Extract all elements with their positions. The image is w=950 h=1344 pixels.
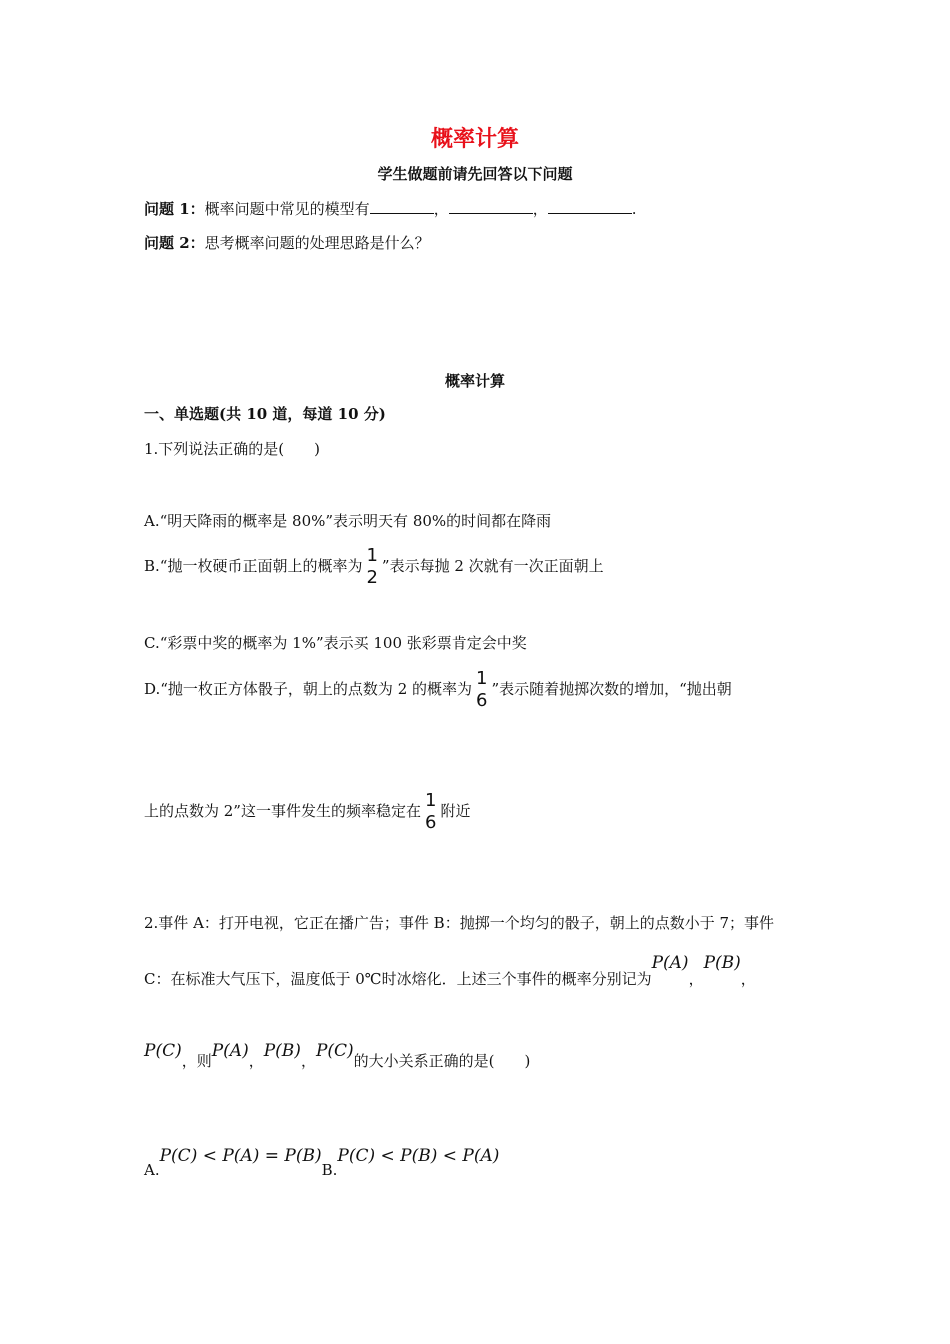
problem-1-option-d-cont [144, 790, 470, 834]
numerator: 1 [424, 790, 437, 811]
prob-b: P(B) [703, 953, 741, 973]
prob-c: P(C) [144, 1041, 182, 1061]
problem-2-line-3 [144, 1041, 531, 1071]
prob-a: P(A) [211, 1041, 249, 1061]
section-title: 概率计算 [444, 372, 505, 390]
problem-2-text: C：在标准大气压下，温度低于 0℃时冰熔化．上述三个事件的概率分别记为 [144, 970, 652, 988]
question-2-label: 问题 2： [144, 234, 205, 252]
denominator: 6 [424, 812, 437, 833]
question-2 [144, 232, 430, 253]
option-a-expression: P(C) < P(A) = P(B) [159, 1146, 322, 1166]
comma: ， [688, 970, 704, 988]
blank-1 [370, 199, 434, 214]
comma: ， [248, 1052, 264, 1070]
problem-1-option-d [144, 668, 732, 712]
section-heading: 一、单选题(共 10 道，每道 10 分) [144, 405, 386, 423]
question-2-text: 思考概率问题的处理思路是什么？ [204, 234, 430, 252]
option-d-cont-text: 上的点数为 2”这一事件发生的频率稳定在 [144, 802, 421, 820]
fraction-one-half [366, 545, 377, 589]
prob-c: P(C) [315, 1041, 354, 1061]
question-1 [144, 198, 637, 219]
separator: ， [433, 200, 449, 218]
blank-2 [449, 199, 533, 214]
comma: ， [300, 1052, 316, 1070]
period: . [631, 200, 637, 218]
denominator: 6 [476, 690, 488, 711]
denominator: 2 [366, 567, 378, 588]
separator: ， [532, 200, 548, 218]
problem-2-options [144, 1146, 500, 1179]
numerator: 1 [366, 545, 378, 566]
then-text: ，则 [181, 1052, 212, 1070]
page-subtitle: 学生做题前请先回答以下问题 [377, 165, 573, 183]
problem-1-stem: 1.下列说法正确的是( ) [144, 440, 321, 458]
fraction-one-sixth [476, 668, 487, 712]
option-d-text: D.“抛一枚正方体骰子，朝上的点数为 2 的概率为 [144, 680, 473, 698]
option-b-text-end: ”表示每抛 2 次就有一次正面朝上 [381, 557, 604, 575]
comma: ， [740, 970, 756, 988]
problem-2-line-2 [144, 953, 756, 989]
question-1-label: 问题 1： [144, 200, 205, 218]
option-a-label: A. [144, 1161, 160, 1179]
option-d-text-end: ”表示随着抛掷次数的增加，“抛出朝 [491, 680, 732, 698]
option-b-expression: P(C) < P(B) < P(A) [337, 1146, 500, 1166]
numerator: 1 [476, 668, 488, 689]
blank-3 [548, 199, 632, 214]
option-b-label: B. [321, 1161, 338, 1179]
problem-1-option-a: A.“明天降雨的概率是 80%”表示明天有 80%的时间都在降雨 [144, 512, 552, 530]
problem-2-question-end: 的大小关系正确的是( ) [353, 1052, 531, 1070]
page-title: 概率计算 [430, 126, 519, 152]
option-b-text: B.“抛一枚硬币正面朝上的概率为 [144, 557, 363, 575]
problem-1-option-b [144, 545, 604, 589]
problem-1-option-c: C.“彩票中奖的概率为 1%”表示买 100 张彩票肯定会中奖 [144, 634, 527, 652]
prob-a: P(A) [651, 953, 689, 973]
prob-b: P(B) [263, 1041, 301, 1061]
problem-2-line-1: 2.事件 A：打开电视，它正在播广告；事件 B：抛掷一个均匀的骰子，朝上的点数小于 7；事件 [144, 914, 775, 932]
question-1-text: 概率问题中常见的模型有 [204, 200, 370, 218]
option-d-cont-end: 附近 [440, 802, 471, 820]
fraction-one-sixth [425, 790, 436, 834]
